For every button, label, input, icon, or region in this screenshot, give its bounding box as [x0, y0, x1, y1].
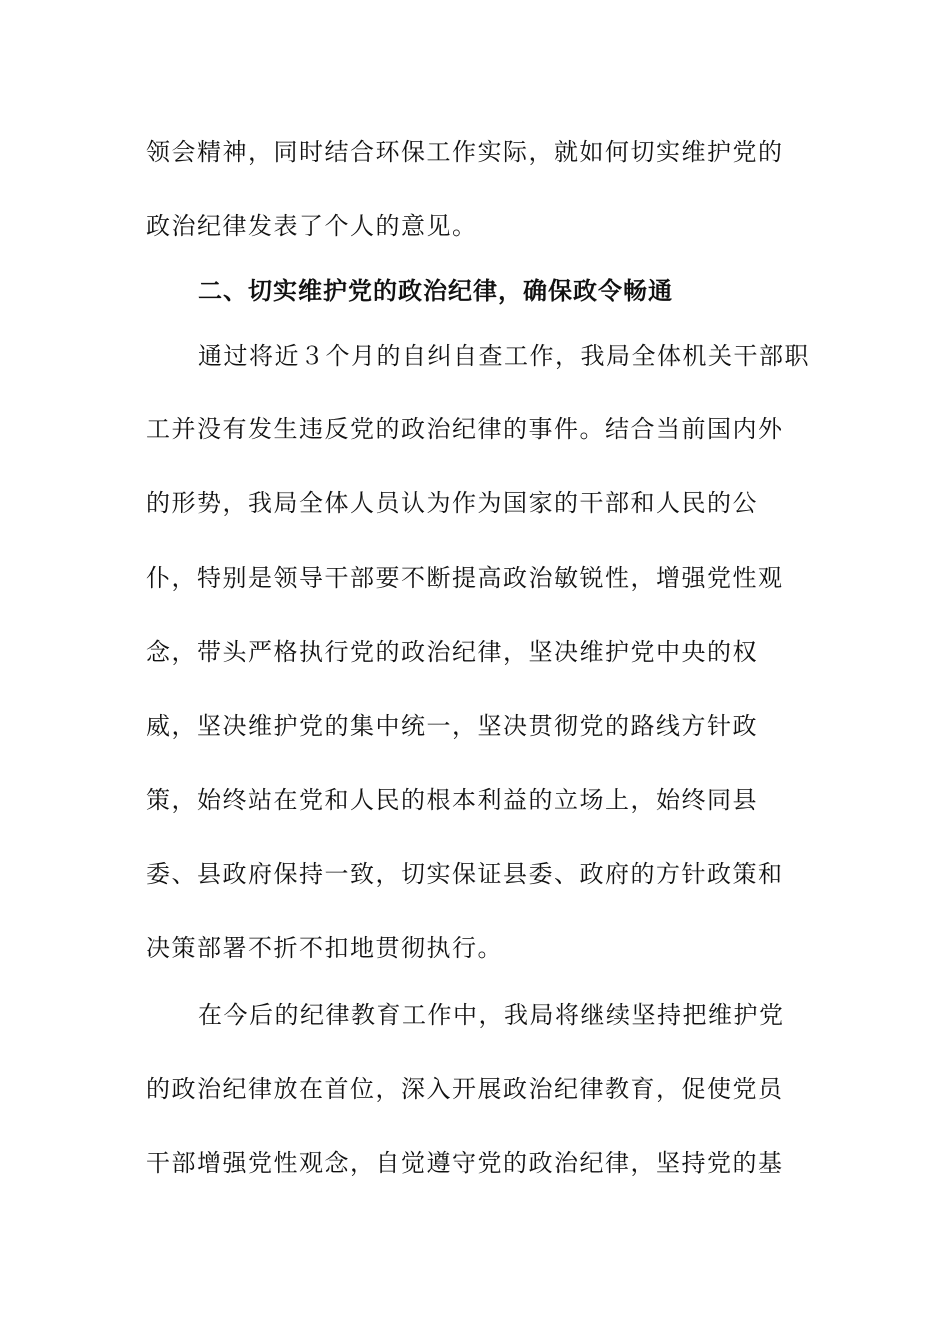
body-text-line: 决策部署不折不扣地贯彻执行。 [146, 934, 503, 962]
body-text-line: 的形势，我局全体人员认为作为国家的干部和人民的公 [146, 489, 758, 517]
paragraph-first-line: 通过将近３个月的自纠自查工作，我局全体机关干部职 [198, 342, 810, 370]
body-text-line: 念，带头严格执行党的政治纪律，坚决维护党中央的权 [146, 638, 758, 666]
body-text-line: 工并没有发生违反党的政治纪律的事件。结合当前国内外 [146, 415, 784, 443]
body-text-line: 委、县政府保持一致，切实保证县委、政府的方针政策和 [146, 860, 784, 888]
section-heading: 二、切实维护党的政治纪律，确保政令畅通 [198, 276, 673, 305]
body-text-line: 威，坚决维护党的集中统一，坚决贯彻党的路线方针政 [146, 712, 758, 740]
paragraph-first-line: 在今后的纪律教育工作中，我局将继续坚持把维护党 [198, 1001, 785, 1029]
body-text-line: 干部增强党性观念，自觉遵守党的政治纪律，坚持党的基 [146, 1149, 784, 1177]
body-text-line: 领会精神，同时结合环保工作实际，就如何切实维护党的 [146, 138, 784, 166]
body-text-line: 策，始终站在党和人民的根本利益的立场上，始终同县 [146, 786, 758, 814]
body-text-line: 政治纪律发表了个人的意见。 [146, 212, 478, 240]
body-text-line: 仆，特别是领导干部要不断提高政治敏锐性，增强党性观 [146, 564, 784, 592]
body-text-line: 的政治纪律放在首位，深入开展政治纪律教育，促使党员 [146, 1075, 784, 1103]
